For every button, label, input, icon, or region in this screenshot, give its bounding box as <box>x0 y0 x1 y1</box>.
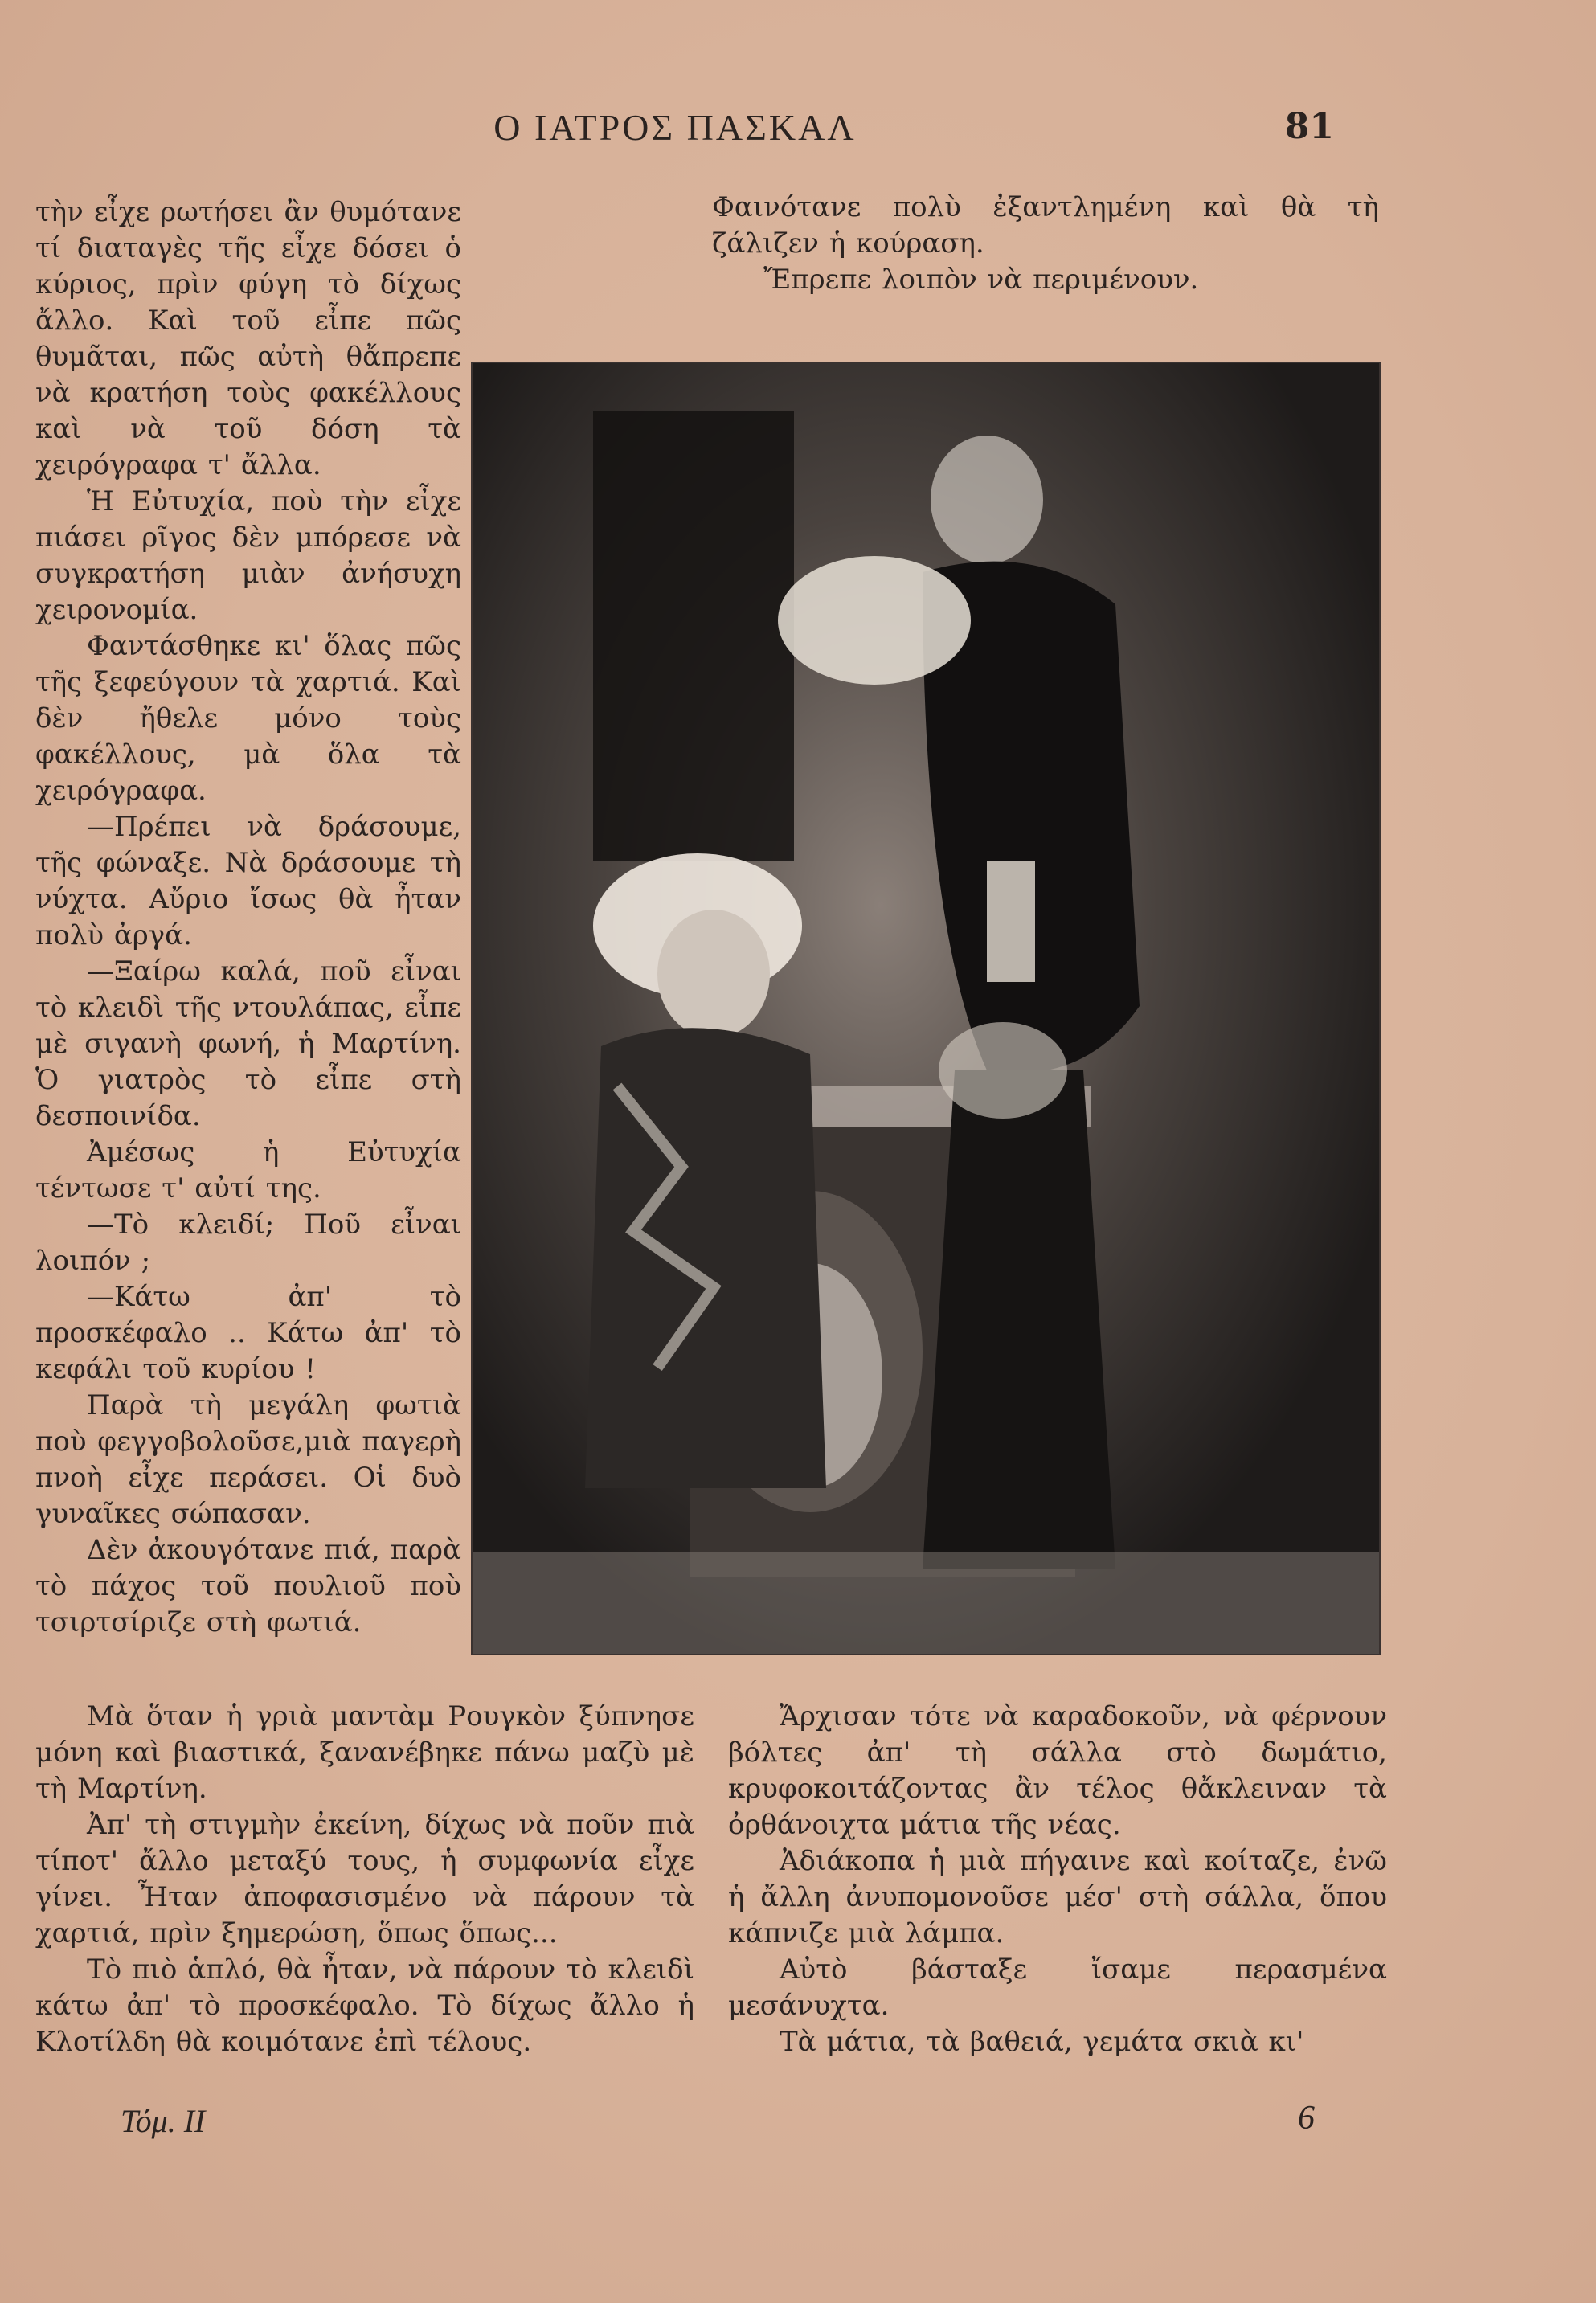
paragraph: Αὐτὸ βάσταξε ἴσαμε περασμένα μεσάνυχτα. <box>728 1953 1387 2022</box>
paragraph: Παρὰ τὴ μεγάλη φωτιὰ ποὺ φεγγοβολοῦσε,μιὰ παγερὴ πνοὴ εἶχε περάσει. Οἱ δυὸ γυναῖκες σώπασαν. <box>35 1389 461 1530</box>
running-title: Ο ΙΑΤΡΟΣ ΠΑΣΚΑΛ <box>493 107 857 148</box>
paragraph: Τὸ πιὸ ἁπλό, θὰ ἦταν, νὰ πάρουν τὸ κλειδὶ κάτω ἀπ' τὸ προσκέφαλο. Τὸ δίχως ἄλλο ἡ Κλοτίλδη θὰ κοιμότανε ἐπὶ τέλους. <box>35 1953 694 2058</box>
right-top-text-column <box>712 190 1379 298</box>
paragraph: —Πρέπει νὰ δράσουμε, τῆς φώναξε. Νὰ δράσουμε τὴ νύχτα. Αὔριο ἴσως θὰ ἦταν πολὺ ἀργά. <box>35 811 461 951</box>
signature-mark: 6 <box>1298 2100 1315 2137</box>
paragraph: Ἀδιάκοπα ἡ μιὰ πήγαινε καὶ κοίταζε, ἐνῶ ἡ ἄλλη ἀνυπομονοῦσε μέσ' στὴ σάλλα, ὅπου κάπνιζε μιὰ λάμπα. <box>728 1845 1387 1949</box>
volume-mark: Τόμ. ΙΙ <box>121 2103 206 2139</box>
paragraph: Ἔπρεπε λοιπὸν νὰ περιμένουν. <box>763 264 1199 296</box>
page-number: 81 <box>1284 106 1334 147</box>
left-text-column <box>35 194 461 1641</box>
bottom-right-text-column <box>728 1699 1387 2060</box>
paragraph: Μὰ ὅταν ἡ γριὰ μαντὰμ Ρουγκὸν ξύπνησε μόνη καὶ βιαστικά, ξανανέβηκε πάνω μαζὺ μὲ τὴ Μαρτίνη. <box>35 1700 694 1805</box>
photo-image <box>473 363 1379 1654</box>
film-still-illustration <box>473 363 1379 1654</box>
paragraph: Ἄρχισαν τότε νὰ καραδοκοῦν, νὰ φέρνουν βόλτες ἀπ' τὴ σάλλα στὸ δωμάτιο, κρυφοκοιτάζοντας ἂν τέλος θἄκλειναν τὰ ὀρθάνοιχτα μάτια τῆς νέας. <box>728 1700 1387 1841</box>
paragraph: Δὲν ἀκουγότανε πιά, παρὰ τὸ πάχος τοῦ πουλιοῦ ποὺ τσιρτσίριζε στὴ φωτιά. <box>35 1534 461 1638</box>
paragraph: —Κάτω ἀπ' τὸ προσκέφαλο .. Κάτω ἀπ' τὸ κεφάλι τοῦ κυρίου ! <box>35 1281 461 1385</box>
paragraph: —Ξαίρω καλά, ποῦ εἶναι τὸ κλειδὶ τῆς ντουλάπας, εἶπε μὲ σιγανὴ φωνή, ἡ Μαρτίνη. Ὁ γιατρὸς τὸ εἶπε στὴ δεσποινίδα. <box>35 955 461 1132</box>
paragraph: Ἡ Εὐτυχία, ποὺ τὴν εἶχε πιάσει ρῖγος δὲν μπόρεσε νὰ συγκρατήση μιὰν ἀνήσυχη χειρονομία. <box>35 485 461 626</box>
paragraph: Ἀπ' τὴ στιγμὴν ἐκείνη, δίχως νὰ ποῦν πιὰ τίποτ' ἄλλο μεταξύ τους, ἡ συμφωνία εἶχε γίνει. Ἦταν ἀποφασισμένο νὰ πάρουν τὰ χαρτιά, πρὶν ξημερώση, ὅπως ὅπως... <box>35 1809 694 1949</box>
paragraph: Φαντάσθηκε κι' ὅλας πῶς τῆς ξεφεύγουν τὰ χαρτιά. Καὶ δὲν ἤθελε μόνο τοὺς φακέλλους, μὰ ὅλα τὰ χειρόγραφα. <box>35 630 461 807</box>
paragraph: Φαινότανε πολὺ ἐξαντλημένη καὶ θὰ τὴ ζάλιζεν ἡ κούραση. <box>712 191 1379 260</box>
bottom-left-text-column <box>35 1699 694 2060</box>
paragraph: τὴν εἶχε ρωτήσει ἂν θυμότανε τί διαταγὲς τῆς εἶχε δόσει ὁ κύριος, πρὶν φύγη τὸ δίχως ἄλλο. Καὶ τοῦ εἶπε πῶς θυμᾶται, πῶς αὐτὴ θἄπρεπε νὰ κρατήση τοὺς φακέλλους καὶ νὰ τοῦ δόση τὰ χειρόγραφα τ' ἄλλα. <box>35 196 461 481</box>
paragraph: Ἀμέσως ἡ Εὐτυχία τέντωσε τ' αὐτί της. <box>35 1136 461 1205</box>
paragraph: —Τὸ κλειδί; Ποῦ εἶναι λοιπόν ; <box>35 1209 461 1277</box>
paragraph: Τὰ μάτια, τὰ βαθειά, γεμάτα σκιὰ κι' <box>780 2026 1304 2058</box>
